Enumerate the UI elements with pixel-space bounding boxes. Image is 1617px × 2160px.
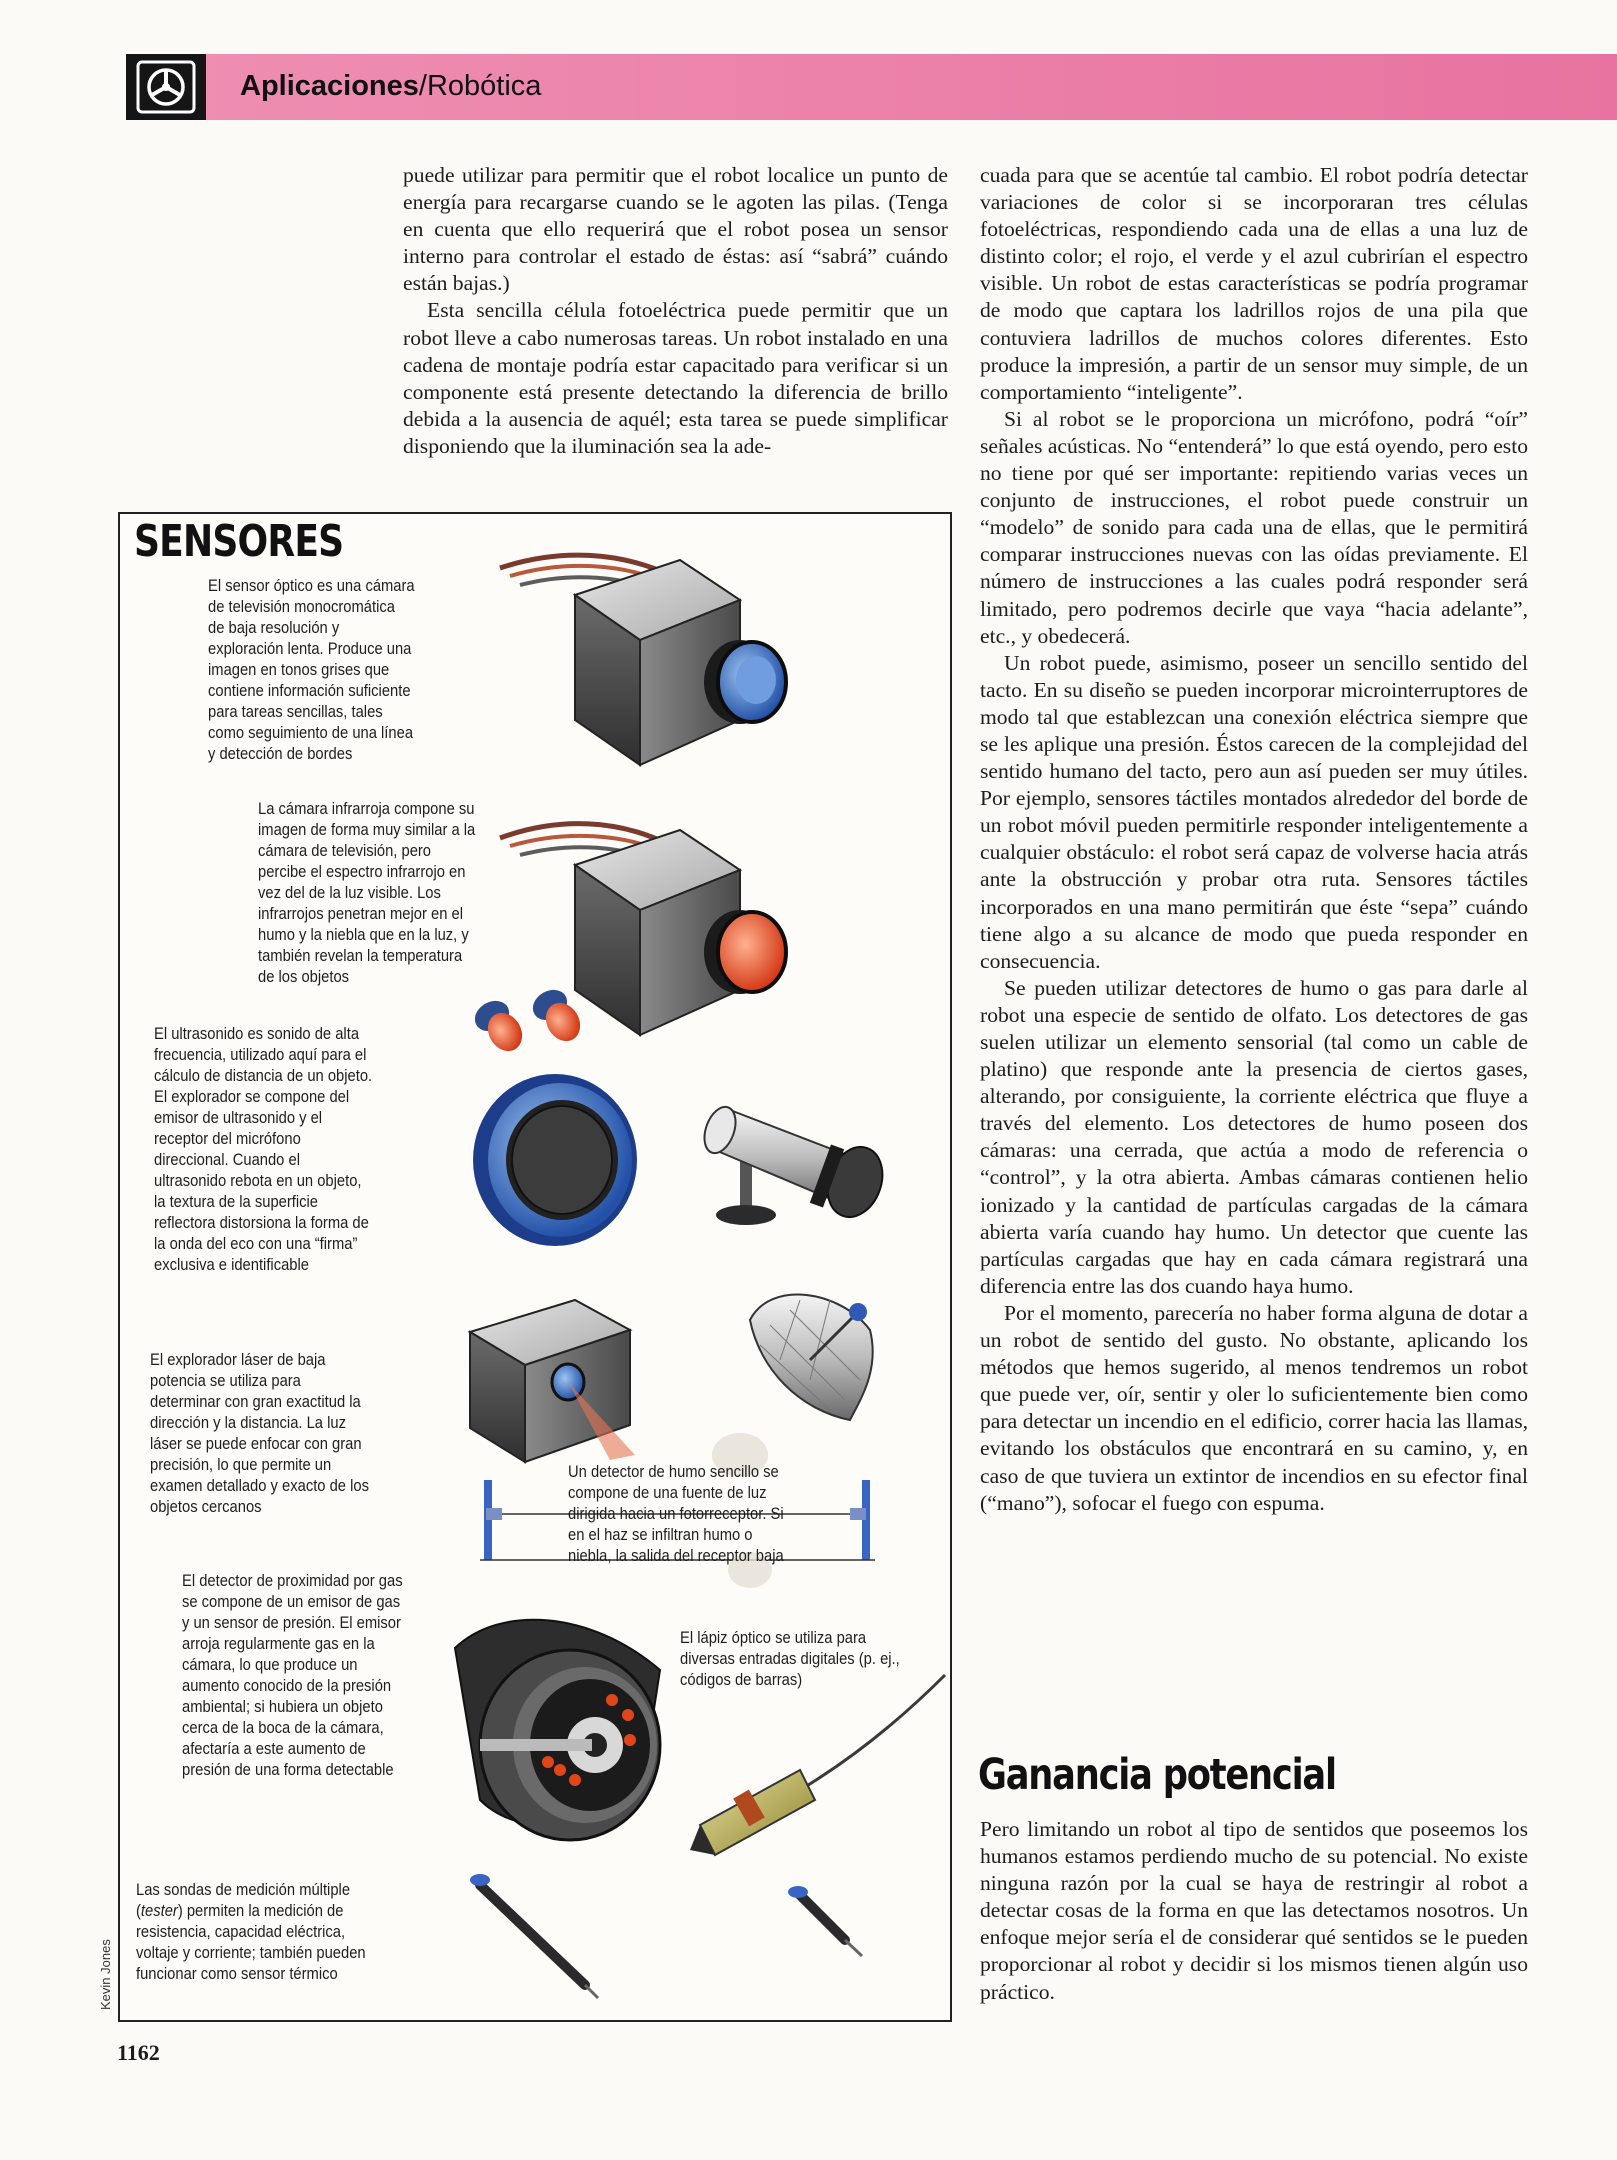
page-number: 1162 [117, 2040, 160, 2065]
caption-ultrasound: El ultrasonido es sonido de alta frecuencia, utilizado aquí para el cálculo de distancia de un objeto. El explorador se compone del emisor de ultrasonido y el receptor del micrófono direccional. Cuando el ultrasonido rebota en un objeto, la textura de la superficie reflectora distorsiona la forma de la onda del eco con una “firma” exclusiva e identificable [154, 1025, 373, 1274]
test-probe-icon [470, 1874, 862, 1998]
box-title: SENSORES [134, 516, 344, 567]
light-pen-icon [690, 1675, 945, 1855]
optical-camera-icon [500, 555, 786, 765]
gas-proximity-sensor-icon [455, 1620, 660, 1840]
paragraph: Esta sencilla célula fotoeléctrica puede permitir que un robot lleve a cabo numerosas tareas. Un robot instalado en una cadena de montaje podría estar capacitado para verificar si un componente está presente detectando la diferencia de brillo debida a la ausencia de aquél; esta tarea se puede simplificar disponiendo que la iluminación sea la ade- [403, 298, 948, 458]
directional-microphone-icon [699, 1103, 892, 1225]
caption-optical-sensor: El sensor óptico es una cámara de televisión monocromática de baja resolución y exploración lenta. Produce una imagen en tonos grises que contiene información suficiente para tareas sencillas, tales como seguimiento de una línea y detección de bordes [208, 577, 415, 763]
paragraph: puede utilizar para permitir que el robot localice un punto de energía para recargarse cuando se le agoten las pilas. (Tenga en cuenta que ello requerirá que el robot posea un sensor interno para controlar el estado de éstas: así “sabrá” cuándo están bajas.) [403, 163, 948, 296]
paragraph: Si al robot se le proporciona un micrófono, podrá “oír” señales acústicas. No “entenderá” lo que está oyendo, pero esto no tiene por qué ser importante: repitiendo varias veces un conjunto de instrucciones, el robot puede construir un “modelo” de sonido para cada una de ellas, que le permitirá comparar instrucciones nuevas con las oídas previamente. El número de instrucciones a las cuales podrá responder será limitado, pero podremos decirle que vaya “hacia adelante”, etc., y obedecerá. [980, 406, 1528, 648]
paragraph: Pero limitando un robot al tipo de sentidos que poseemos los humanos estamos perdiendo mucho de su potencial. No existe ninguna razón por la cual se haya de restringir al robot a detectar cosas de la forma en que las detectamos nosotros. Un enfoque mejor sería el de considerar qué sentidos se le pueden proporcionar al robot y decidir si los mismos tienen algún uso práctico. [980, 1817, 1528, 2004]
section-title: Aplicaciones/Robótica [240, 70, 542, 102]
caption-smoke-detector: Un detector de humo sencillo se compone de una fuente de luz dirigida hacia un fotorreceptor. Si en el haz se infiltran humo o niebla, la salida del receptor baja [568, 1463, 784, 1565]
infrared-diode-icon [469, 984, 586, 1057]
caption-gas-proximity: El detector de proximidad por gas se compone de un emisor de gas y un sensor de presión. El emisor arroja regularmente gas en la cámara, lo que produce un aumento conocido de la presión ambiental; si hubiera un objeto cerca de la boca de la cámara, afectaría a este aumento de presión de una forma detectable [182, 1572, 403, 1779]
ultrasonic-transducer-icon [473, 1074, 637, 1246]
laser-scanner-icon [470, 1300, 635, 1462]
paragraph: Un robot puede, asimismo, poseer un sencillo sentido del tacto. En su diseño se pueden incorporar microinterruptores de modo tal que establezcan una conexión eléctrica siempre que se les aplique una presión. Éstos carecen de la complejidad del sentido humano del tacto, pero aun así pueden ser muy útiles. Por ejemplo, sensores táctiles montados alrededor del borde de un robot móvil pueden permitirle responder inteligentemente a cualquier obstáculo: el robot será capaz de volverse hacia atrás ante la obstrucción y probar otra ruta. Sensores táctiles incorporados en una mano permitirán que éste “sepa” cuándo tiene algo a su alcance de modo que pueda responder en consecuencia. [980, 650, 1528, 973]
illustration-credit: Kevin Jones [98, 1939, 113, 2010]
caption-test-probes: Las sondas de medición múltiple (tester) permiten la medición de resistencia, capacidad eléctrica, voltaje y corriente; también pueden funcionar como sensor térmico [136, 1881, 366, 1983]
paragraph: Se pueden utilizar detectores de humo o gas para darle al robot una especie de sentido de olfato. Los detectores de gas suelen utilizar un elemento sensorial (tal como un cable de platino) que responde ante la presencia de ciertos gases, alterando, por consiguiente, la corriente eléctrica que fluye a través del elemento. Los detectores de humo poseen dos cámaras: una cerrada, que actúa a modo de referencia o “control”, y la otra abierta. Ambas cámaras contienen helio ionizado y la cantidad de partículas cargadas de la cámara abierta varía cuando hay humo. Un detector que cuente las partículas cargadas que hay en cada cámara registrará una diferencia entre las dos cuando haya humo. [980, 975, 1528, 1298]
caption-laser-scanner: El explorador láser de baja potencia se utiliza para determinar con gran exactitud la dirección y la distancia. La luz láser se puede enfocar con gran precisión, lo que permite un examen detallado y exacto de los objetos cercanos [150, 1351, 369, 1516]
satellite-dish-icon [750, 1295, 873, 1420]
paragraph: cuada para que se acentúe tal cambio. El robot podría detectar variaciones de color si se incorporaran tres células fotoeléctricas, respondiendo cada una de ellas a una luz de distinto color; el rojo, el verde y el azul cubrirían el espectro visible. Un robot de estas características se podría programar de modo que captara los ladrillos rojos de una pila que contuviera ladrillos de muchos colores diferentes. Esto produce la impresión, a partir de un sensor muy simple, de un comportamiento “inteligente”. [980, 163, 1528, 404]
caption-infrared-camera: La cámara infrarroja compone su imagen de forma muy similar a la cámara de televisión, pero percibe el espectro infrarrojo en vez del de la luz visible. Los infrarrojos penetran mejor en el humo y la niebla que en la luz, y también revelan la temperatura de los objetos [258, 800, 476, 986]
paragraph: Por el momento, parecería no haber forma alguna de dotar a un robot de sentido del gusto. No obstante, aplicando los métodos que hemos sugerido, al menos tendremos un robot que puede ver, oír, sentir y oler lo suficientemente bien como para detectar un incendio en el edificio, correr hacia las llamas, evitando los obstáculos que encontrará en su camino, y, en caso de que tuviera un extintor de incendios en su efector final (“mano”), sofocar el fuego con espuma. [980, 1300, 1528, 1515]
subheading: Ganancia potencial [978, 1750, 1336, 1800]
caption-light-pen: El lápiz óptico se utiliza para diversas entradas digitales (p. ej., códigos de barras) [680, 1629, 900, 1689]
